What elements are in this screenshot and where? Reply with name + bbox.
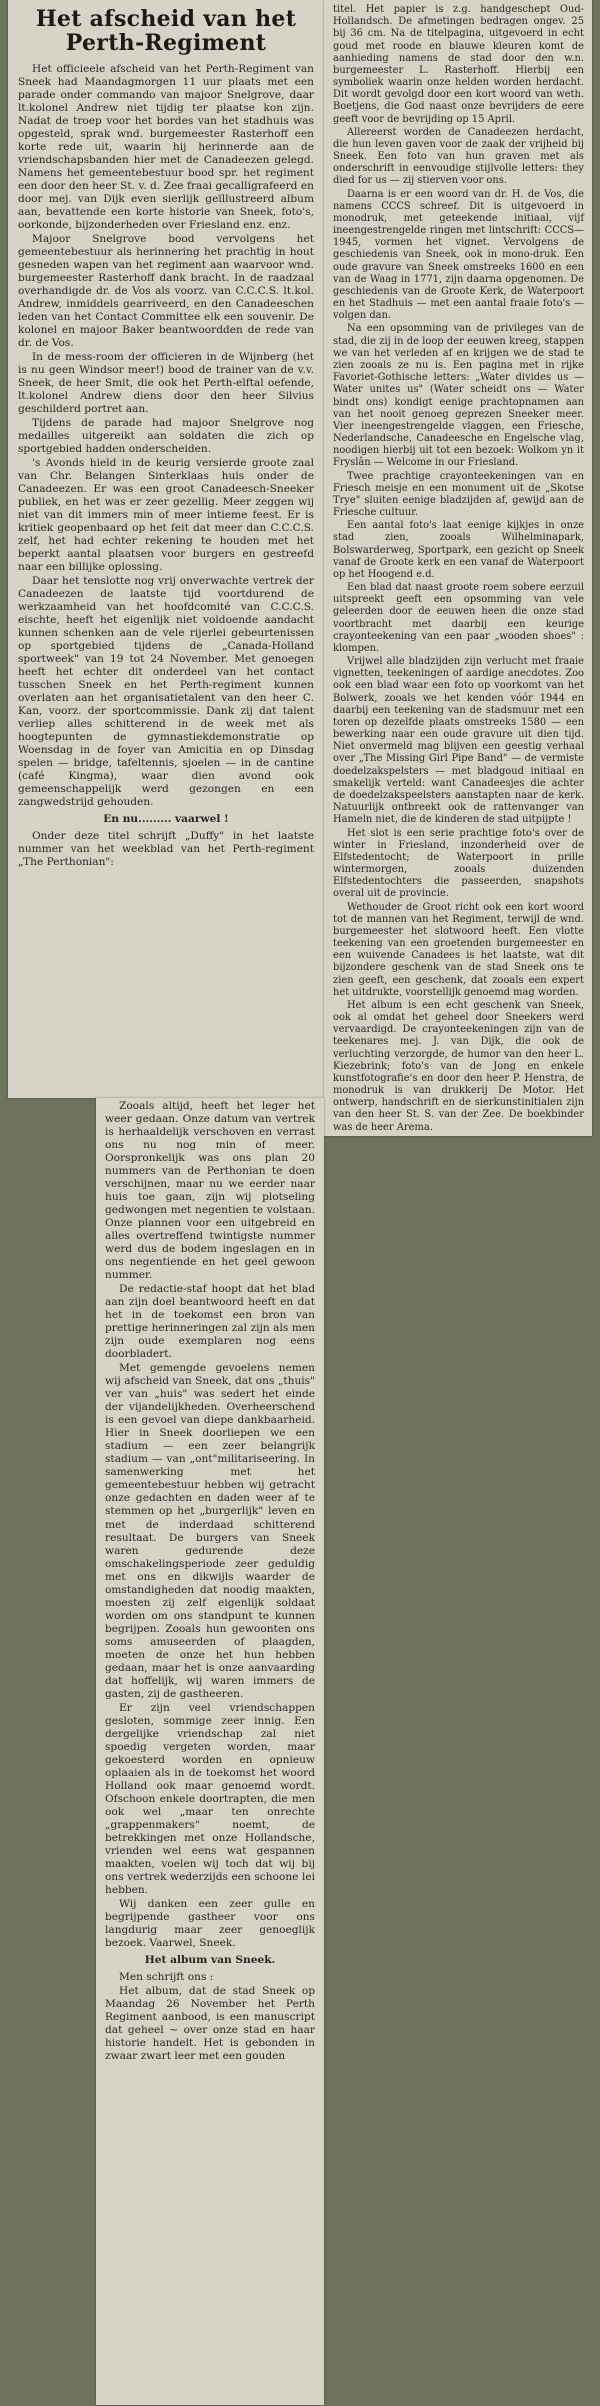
- paragraph: In de mess-room der officieren in de Wijnberg (het is nu geen Windsor meer!) bood de trainer van de v.v. Sneek, de heer Smit, die ook het Perth-elftal oefende, lt.kolonel Andrew diens door den heer Silvius geschilderd portret aan.: [18, 350, 314, 415]
- paragraph: Een aantal foto's laat eenige kijkjes in onze stad zien, zooals Wilhelminapark, Bolswarderweg, Sportpark, een gezicht op Sneek vanaf de Groote kerk en een vanaf de Waterpoort op het Hoogend e.d.: [333, 520, 584, 580]
- paragraph: De redactie-staf hoopt dat het blad aan zijn doel beantwoord heeft en dat het in de toekomst een bron van prettige herinneringen zal zijn als men zijn oude exemplaren nog eens doorbladert.: [105, 1283, 315, 1361]
- paragraph: Twee prachtige crayonteekeningen van en Friesch meisje en een monument uit de „Skotse Trye" sluiten eenige bladzijden af, gewijd aan de Friesche cultuur.: [333, 470, 584, 519]
- column-2-body: [333, 4, 584, 1134]
- paragraph: titel. Het papier is z.g. handgeschept Oud-Hollandsch. De afmetingen bedragen ongev. 25 bij 36 cm. Na de titelpagina, uitgevoerd in echt goud met roode en blauwe kleuren komt de aanhieding namens de stad door den w.n. burgemeester L. Rasterhoff. Hierbij een symboliek waarin onze helden worden herdacht. Dit wordt gevolgd door een kort woord van weth. Boetjens, die God naast onze bevrijders de eere geeft voor de bevrijding op 15 April.: [333, 4, 584, 125]
- paragraph: Majoor Snelgrove bood vervolgens het gemeentebestuur als herinnering het prachtig in hout gesneden wapen van het regiment aan waarvoor wnd. burgemeester Rasterhoff dank bracht. In de raadzaal overhandigde dr. de Vos als voorz. van C.C.C.S. lt.kol. Andrew, inmiddels gearriveerd, en den Canadeeschen leden van het Contact Committee elk een souvenir. De kolonel en majoor Baker beantwoordden de rede van dr. de Vos.: [18, 232, 314, 349]
- paragraph: Daar het tenslotte nog vrij onverwachte vertrek der Canadeezen de laatste tijd voortdurend de werkzaamheid van het hoofdcomité van C.C.C.S. eischte, heeft het eigenlijk niet voldoende aandacht kunnen schenken aan de vele rijerlei gebeurtenissen op sportgebied tijdens de „Canada-Holland sportweek" van 19 tot 24 November. Met genoegen heeft het echter dit onderdeel van het contact tusschen Sneek en het Perth-regiment kunnen overlaten aan het organisatietalent van den heer C. Kan, voorz. der sportcommissie. Dank zij dat talent verliep alles schitterend in de week met als hoogtepunten de gymnastiekdemonstratie op Woensdag in de foyer van Amicitia en op Dinsdag spelen — bridge, tafeltennis, sjoelen — in de cantine (café Kingma), waar dien avond ook gemeenschappelijk werd gezongen en een zangwedstrijd gehouden.: [18, 575, 314, 809]
- paragraph: Er zijn veel vriendschappen gesloten, sommige zeer innig. Een dergelijke vriendschap zal niet spoedig vergeten worden, maar gekoesterd worden en opnieuw oplaaien als in de toekomst het woord Holland ook maar genoemd wordt. Ofschoon enkele doortrapten, die men ook wel „maar ten onrechte „grappenmakers" noemt, de betrekkingen met onze Hollandsche, vrienden wel eens wat gespannen maakten, voelen wij toch dat wij bij ons vertrek wederzijds een schoone lei hebben.: [105, 1701, 315, 1896]
- article-column-2: [324, 0, 592, 1136]
- paragraph: Met gemengde gevoelens nemen wij afscheid van Sneek, dat ons „thuis" ver van „huis" was sedert het einde der vijandelijkheden. Overheerschend is een gevoel van diepe dankbaarheid. Hier in Sneek doorliepen we een stadium — een zeer belangrijk stadium — van „ont"militariseering. In samenwerking met het gemeentebestuur hebben wij getracht onze gedachten en daden weer af te stemmen op het „burgerlijk" leven en met de inderdaad schitterend resultaat. De burgers van Sneek waren gedurende deze omschakelingsperiode zeer geduldig met ons en dikwijls waarder de omstandigheden dat noodig maakten, moesten zij zelf eigenlijk soldaat worden om ons standpunt te kunnen begrijpen. Zooals hun gewoonten ons soms amuseerden of plaagden, moeten de onze het hun hebben gedaan, maar het is onze aanvaarding dat hoffelijk, wij waren immers de gasten, zij de gastheeren.: [105, 1362, 315, 1700]
- paragraph: Het officieele afscheid van het Perth-Regiment van Sneek had Maandagmorgen 11 uur plaats met een parade onder commando van majoor Snelgrove, daar lt.kolonel Andrew niet tijdig ter plaatse kon zijn. Nadat de troep voor het bordes van het stadhuis was opgesteld, sprak wnd. burgemeester Rasterhoff een korte rede uit, waarin hij herinnerde aan de vriendschapsbanden hier met de Canadeezen gelegd. Namens het gemeentebestuur bood spr. het regiment een door den heer St. v. d. Zee fraai gecalligrafeerd en door mej. van Dijk even sierlijk geïllustreerd album aan, bevattende een korte historie van Sneek, foto's, oorkonde, bijzonderheden over Friesland enz. enz.: [18, 62, 314, 231]
- column-1-body: [18, 63, 314, 870]
- paragraph: Zooals altijd, heeft het leger het weer gedaan. Onze datum van vertrek is herhaaldelijk verschoven en verrast ons nu nog min of meer. Oorspronkelijk was ons plan 20 nummers van de Perthonian te doen verschijnen, maar nu we eerder naar huis toe gaan, zijn wij plotseling gedwongen met negentien te volstaan. Onze plannen voor een uitgebreid en alles overtreffend twintigste nummer werd dus de bodem ingeslagen en in ons negentiende en het geel gewoon nummer.: [105, 1100, 315, 1282]
- paragraph: Vrijwel alle bladzijden zijn verlucht met fraaie vignetten, teekeningen of aardige anecdotes. Zoo ook een blad waar een foto op voorkomt van het Bolwerk, zooals we het kenden vóór 1944 en daarbij een teekening van de stadsmuur met een toren op dezelfde plaats omstreeks 1580 — een bewerking naar een oude gravure uit dien tijd. Niet onvermeld mag blijven een geestig verhaal over „The Missing Girl Pipe Band" — de vermiste doedelzakspelsters — met bladgoud initiaal en smakelijk verteld: want Canadeesjes die achter de doedelzakspeelsters aanstapten naar de kerk. Natuurlijk ontbreekt ook de rattenvanger van Hameln niet, die de kinderen de stad uitpijpte !: [333, 656, 584, 826]
- paragraph: Tijdens de parade had majoor Snelgrove nog medailles uitgereikt aan soldaten die zich op sportgebied hadden onderscheiden.: [18, 416, 314, 455]
- paragraph: Het album is een echt geschenk van Sneek, ook al omdat het geheel door Sneekers werd vervaardigd. De crayonteekeningen zijn van de teekenares mej. J. van Dijk, die ook de verluchting verzorgde, de humor van den heer L. Kiezebrink; foto's van de Jong en enkele kunstfotografie's en door den heer P. Henstra, de monodruk is van drukkerij De Motor. Het ontwerp, handschrift en de sierkunstinitialen zijn van den heer St. S. van der Zee. De boekbinder was de heer Arema.: [333, 999, 584, 1133]
- paragraph: Allereerst worden de Canadeezen herdacht, die hun leven gaven voor de zaak der vrijheid bij Sneek. Een foto van hun graven met als onderschrift in eenvoudige stijlvolle letters: they died for us — zij stierven voor ons.: [333, 126, 584, 187]
- paragraph: Het album, dat de stad Sneek op Maandag 26 November het Perth Regiment aanbood, is een manuscript dat geheel ~ over onze stad en haar historie handelt. Het is gebonden in zwaar zwart leer met een gouden: [105, 1985, 315, 2063]
- paragraph: Wij danken een zeer gulle en begrijpende gastheer voor ons langdurig maar zeer genoeglijk bezoek. Vaarwel, Sneek.: [105, 1897, 315, 1949]
- article-column-1: [8, 0, 324, 1098]
- paragraph: Men schrijft ons :: [119, 1971, 214, 1984]
- paragraph: Een blad dat naast groote roem sobere eerzuil uitspreekt geeft een opsomming van vele geleerden door de eeuwen heen die onze stad voortbracht met daarbij een keurige crayonteekening van een paar „wooden shoes" : klompen.: [333, 582, 584, 654]
- subheading-album: Het album van Sneek.: [144, 1954, 276, 1967]
- article-column-3: [96, 1098, 324, 2405]
- column-3-body: [105, 1100, 315, 2063]
- article-headline: Het afscheid van het Perth-Regiment: [35, 6, 297, 56]
- paragraph: Het slot is een serie prachtige foto's over de winter in Friesland, inzonderheid over de Elfstedentocht; de Waterpoort in prille wintermorgen, zooals duizenden Elfstedentochters die passeerden, snapshots overal uit de provincie.: [333, 827, 584, 900]
- paragraph: Daarna is er een woord van dr. H. de Vos, die namens CCCS schreef. Dit is uitgevoerd in monodruk, met geteekende initiaal, vijf ineengestrengelde ringen met lintschrift: CCCS—1945, vormen het vignet. Vervolgens de geschiedenis van Sneek, ook in mono-druk. Een oude gravure van Sneek omstreeks 1600 en een van de Waag in 1771, zijn daarna opgenomen. De geschiedenis van de Groote Kerk, de Waterpoort en het Stadhuis — met een aantal fraaie foto's — volgen dan.: [333, 188, 584, 322]
- paragraph: Wethouder de Groot richt ook een kort woord tot de mannen van het Regiment, terwijl de wnd. burgemeester het slotwoord heeft. Een vlotte teekening van een groetenden burgemeester en een wuivende Canadees is het laatste, wat dit bijzondere geschenk van de stad Sneek ons te zien geeft, een geschenk, dat zooals een expert het uitdrukte, voorstellijk genoemd mag worden.: [333, 901, 584, 998]
- paragraph: Na een opsomming van de privileges van de stad, die zij in de loop der eeuwen kreeg, stappen we van het verleden af en krijgen we de stad te zien zooals ze nu is. Een pagina met in rijke Favoriet-Gothische letters: „Water divides us — Water unites us" (Water scheidt ons — Water bindt ons) kondigt eenige prachtopnamen aan van het nooit genoeg geprezen Sneeker meer. Vier ineengestrengelde vlaggen, een Friesche, Nederlandsche, Canadeesche en Engelsche vlag, noodigen hierbij uit tot een bezoek: Wolkom yn it Fryslân — Welcome in our Friesland.: [333, 323, 584, 469]
- subheading-farewell: En nu......... vaarwel !: [103, 813, 229, 826]
- paragraph: 's Avonds hield in de keurig versierde groote zaal van Chr. Belangen Sinterklaas huis onder de Canadeezen. Er was een groot Canadeesch-Sneeker publiek, en het was er zeer gezellig. Meer zeggen wij niet van dit immers min of meer intieme feest. Er is kritiek geopenbaard op het feit dat meer dan C.C.C.S. zelf, het had echter rekening te houden met het beperkt aantal plaatsen voor burgers en gestreefd naar een billijke oplossing.: [18, 456, 314, 574]
- paragraph: Onder deze titel schrijft „Duffy" in het laatste nummer van het weekblad van het Perth-regiment „The Perthonian":: [18, 830, 314, 869]
